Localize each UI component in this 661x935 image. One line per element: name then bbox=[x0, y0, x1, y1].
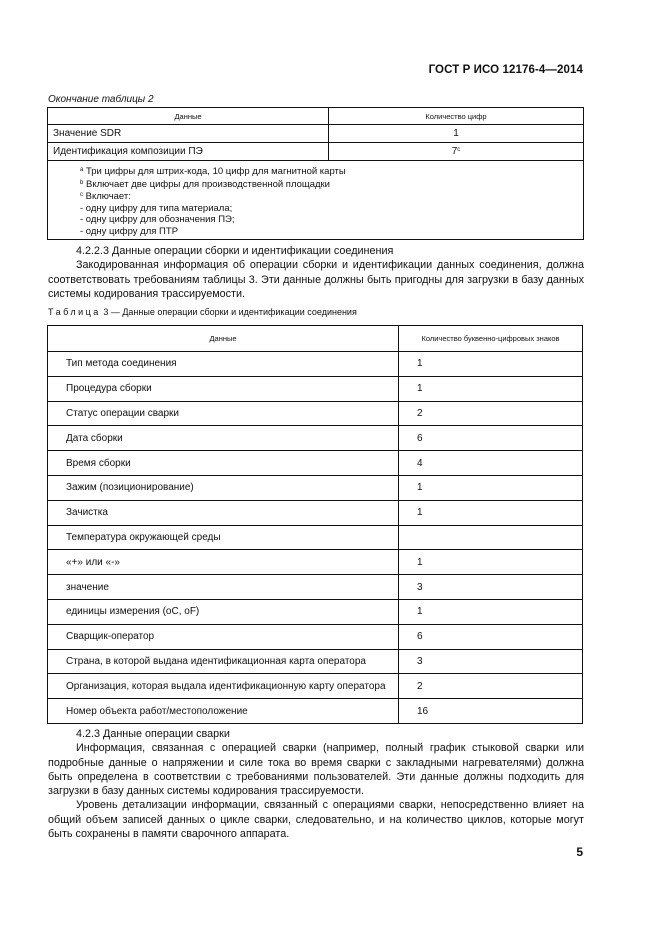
table3-cell-name: Температура окружающей среды bbox=[48, 525, 399, 550]
table2-continuation-caption: Окончание таблицы 2 bbox=[48, 94, 154, 105]
footnote-a: $^a$ Три цифры для штрих-кода, 10 цифр для магнитной карты bbox=[80, 166, 346, 177]
table-row bbox=[48, 475, 583, 500]
table3-cell-name: значение bbox=[48, 575, 399, 600]
table3-cell-name: Дата сборки bbox=[48, 426, 399, 451]
table-row bbox=[48, 143, 584, 161]
table3-cell-name: единицы измерения (oC, oF) bbox=[48, 599, 399, 624]
table3-cell-value: 1 bbox=[399, 376, 583, 401]
table3-cell-name: Сварщик-оператор bbox=[48, 624, 399, 649]
table3-cell-value: 1 bbox=[399, 500, 583, 525]
table-row bbox=[48, 525, 583, 550]
table3-cell-value: 2 bbox=[399, 401, 583, 426]
table-row bbox=[48, 426, 583, 451]
table2-cell-name: Значение SDR bbox=[48, 125, 329, 143]
table-row bbox=[48, 401, 583, 426]
table-row bbox=[48, 451, 583, 476]
table3-cell-value: 1 bbox=[399, 352, 583, 377]
table-row bbox=[48, 575, 583, 600]
table3-cell-name: Организация, которая выдала идентификационную карту оператора bbox=[48, 674, 399, 699]
table2-cell-name: Идентификация композиции ПЭ bbox=[48, 143, 329, 161]
table3-cell-value: 6 bbox=[399, 426, 583, 451]
table3-cell-value: 1 bbox=[399, 475, 583, 500]
section-paragraph: Уровень детализации информации, связанный с операциями сварки, непосредственно влияет на общий объем записей данных о цикле сварки, следовательно, и на количество циклов, которые могут быть сохранены в памяти сварочного аппарата. bbox=[48, 799, 584, 841]
table-row bbox=[48, 376, 583, 401]
table-row bbox=[48, 125, 584, 143]
section-4223 bbox=[48, 244, 584, 301]
table3-cell-name: Процедура сборки bbox=[48, 376, 399, 401]
table-row bbox=[48, 599, 583, 624]
table3-cell-name: Зажим (позиционирование) bbox=[48, 475, 399, 500]
section-body: Закодированная информация об операции сборки и идентификации данных соединения, должна соответствовать требованиям таблицы 3. Эти данные должны быть пригодны для загрузки в базу данных системы кодирования трассируемости. bbox=[48, 259, 584, 300]
table3-header-count: Количество буквенно-цифровых знаков bbox=[399, 326, 583, 352]
table3-cell-value: 16 bbox=[399, 699, 583, 724]
table3-cell-value: 2 bbox=[399, 674, 583, 699]
footnote-line: - одну цифру для ПТР bbox=[80, 225, 179, 237]
table-row bbox=[48, 649, 583, 674]
standard-header: ГОСТ Р ИСО 12176-4—2014 bbox=[428, 64, 583, 76]
section-heading: 4.2.3 Данные операции сварки bbox=[76, 728, 230, 740]
table3-cell-value: 1 bbox=[399, 599, 583, 624]
table3-header-data: Данные bbox=[48, 326, 399, 352]
table-row bbox=[48, 624, 583, 649]
table3-cell-name: «+» или «-» bbox=[48, 550, 399, 575]
section-paragraph: Информация, связанная с операцией сварки (например, полный график стыковой сварки или подробные данные о напряжении и силе тока во время сварки с закладными нагревателями) должна быть определена в соответствии с требованиями пользователей. Эти данные должны подходить для загрузки в базу данных системы кодирования трассируемости. bbox=[48, 742, 584, 798]
page-number: 5 bbox=[576, 845, 583, 859]
section-heading: 4.2.2.3 Данные операции сборки и идентификации соединения bbox=[76, 245, 394, 257]
table3-cell-value bbox=[399, 525, 583, 550]
table2-header-data: Данные bbox=[48, 108, 329, 125]
table-row bbox=[48, 674, 583, 699]
table2-header-count: Количество цифр bbox=[329, 108, 584, 125]
table3-caption: Таблица 3 — Данные операции сборки и идентификации соединения bbox=[48, 307, 357, 317]
table3-cell-value: 4 bbox=[399, 451, 583, 476]
table3-cell-value: 3 bbox=[399, 575, 583, 600]
table3-cell-name: Страна, в которой выдана идентификационная карта оператора bbox=[48, 649, 399, 674]
table-3 bbox=[47, 325, 583, 724]
table-2 bbox=[47, 107, 584, 240]
table-row bbox=[48, 500, 583, 525]
table-row bbox=[48, 352, 583, 377]
footnote-marker: c bbox=[457, 147, 461, 153]
footnote-b: $^b$ Включает две цифры для производственной площадки bbox=[80, 178, 330, 190]
table3-cell-value: 3 bbox=[399, 649, 583, 674]
footnote-line: - одну цифру для типа материала; bbox=[80, 202, 233, 214]
table3-cell-value: 6 bbox=[399, 624, 583, 649]
table3-cell-value: 1 bbox=[399, 550, 583, 575]
table-row bbox=[48, 699, 583, 724]
table2-cell-value: 1 bbox=[329, 125, 584, 143]
table3-cell-name: Зачистка bbox=[48, 500, 399, 525]
footnote-line: - одну цифру для обозначения ПЭ; bbox=[80, 214, 235, 225]
table3-cell-name: Статус операции сварки bbox=[48, 401, 399, 426]
table-row bbox=[48, 550, 583, 575]
section-423 bbox=[48, 727, 584, 841]
footnote-c: $^c$ Включает: bbox=[80, 191, 131, 202]
table3-cell-name: Время сборки bbox=[48, 451, 399, 476]
table2-cell-value: 7$^c$ bbox=[329, 143, 584, 161]
table2-footnotes bbox=[48, 161, 584, 240]
table3-cell-name: Тип метода соединения bbox=[48, 352, 399, 377]
table3-cell-name: Номер объекта работ/местоположение bbox=[48, 699, 399, 724]
